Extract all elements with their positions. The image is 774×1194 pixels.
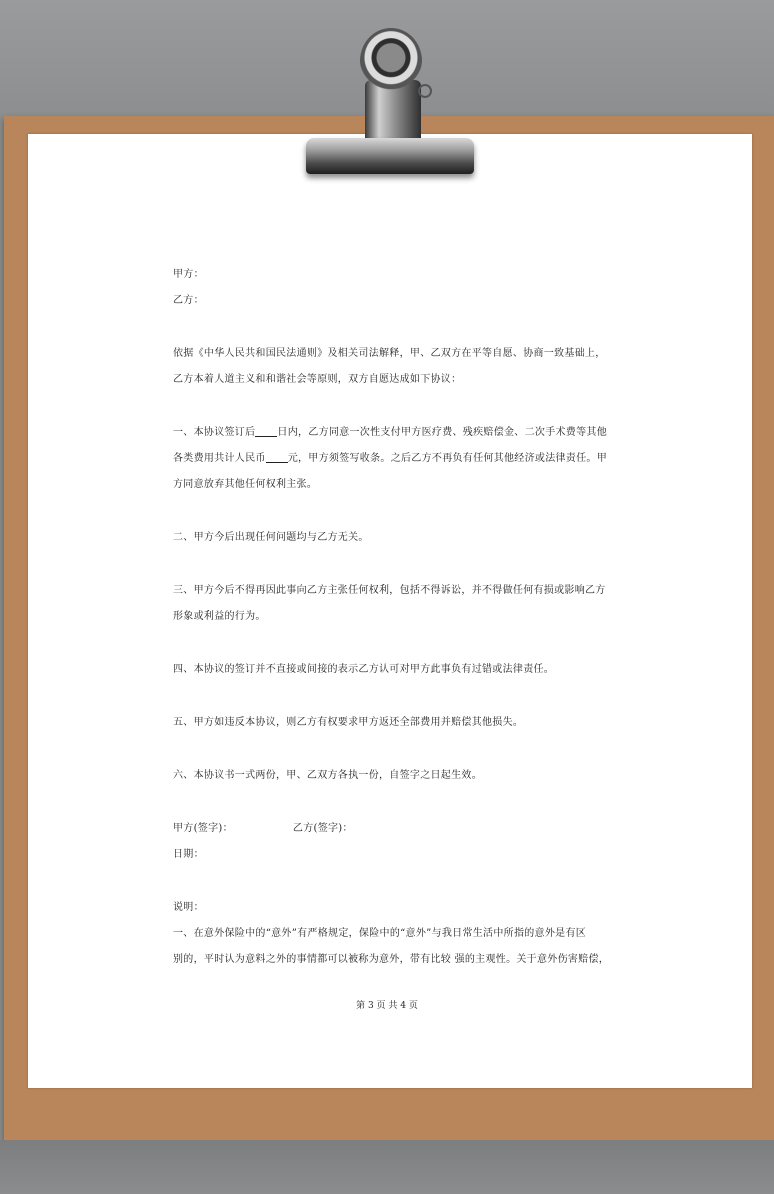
preamble-line-2: 乙方本着人道主义和和谐社会等原则，双方自愿达成如下协议： bbox=[173, 374, 462, 385]
note-line-2: 别的，平时认为意料之外的事情都可以被称为意外，带有比较 强的主观性。关于意外伤害赔偿， bbox=[173, 954, 610, 965]
binder-clip-ring-icon bbox=[360, 28, 422, 94]
amount-blank bbox=[266, 450, 288, 463]
binder-clip-hinge bbox=[418, 84, 432, 98]
clause-2: 二、甲方今后出现任何问题均与乙方无关。 bbox=[173, 532, 369, 543]
binder-clip-base bbox=[306, 138, 474, 174]
clause-1-line-3: 方同意放弃其他任何权利主张。 bbox=[173, 479, 318, 490]
preamble-line-1: 依据《中华人民共和国民法通则》及相关司法解释，甲、乙双方在平等自愿、协商一致基础上， bbox=[173, 348, 606, 359]
party-a-signature: 甲方(签字)： bbox=[173, 823, 233, 834]
days-blank bbox=[255, 424, 277, 437]
page-number: 第 3 页 共 4 页 bbox=[356, 1001, 418, 1011]
clause-1-text-b: 日内，乙方同意一次性支付甲方医疗费、残疾赔偿金、二次手术费等其他 bbox=[277, 427, 608, 438]
clause-5: 五、甲方如违反本协议，则乙方有权要求甲方返还全部费用并赔偿其他损失。 bbox=[173, 717, 524, 728]
signature-row bbox=[173, 816, 613, 842]
clause-6: 六、本协议书一式两份，甲、乙双方各执一份，自签字之日起生效。 bbox=[173, 770, 482, 781]
party-a-line: 甲方： bbox=[173, 269, 204, 280]
clause-3-line-1: 三、甲方今后不得再因此事向乙方主张任何权利，包括不得诉讼，并不得做任何有损或影响乙方 bbox=[173, 585, 606, 596]
clause-1-line-1 bbox=[173, 420, 613, 446]
party-b-signature: 乙方(签字)： bbox=[292, 823, 353, 834]
note-title: 说明： bbox=[173, 902, 204, 913]
clause-1-text-d: 元，甲方须签写收条。之后乙方不再负有任何其他经济或法律责任。甲 bbox=[287, 453, 608, 464]
party-b-line: 乙方： bbox=[173, 295, 204, 306]
clause-3-line-2: 形象或利益的行为。 bbox=[173, 611, 266, 622]
agreement-document bbox=[173, 262, 613, 973]
clause-4: 四、本协议的签订并不直接或间接的表示乙方认可对甲方此事负有过错或法律责任。 bbox=[173, 664, 555, 675]
board-shadow bbox=[0, 1140, 774, 1194]
note-line-1: 一、在意外保险中的“意外”有严格规定，保险中的“意外”与我日常生活中所指的意外是有区 bbox=[173, 928, 587, 939]
date-line: 日期： bbox=[173, 849, 204, 860]
clause-1-line-2 bbox=[173, 446, 613, 472]
clause-1-text-a: 一、本协议签订后 bbox=[173, 427, 256, 438]
clause-1-text-c: 各类费用共计人民币 bbox=[173, 453, 266, 464]
